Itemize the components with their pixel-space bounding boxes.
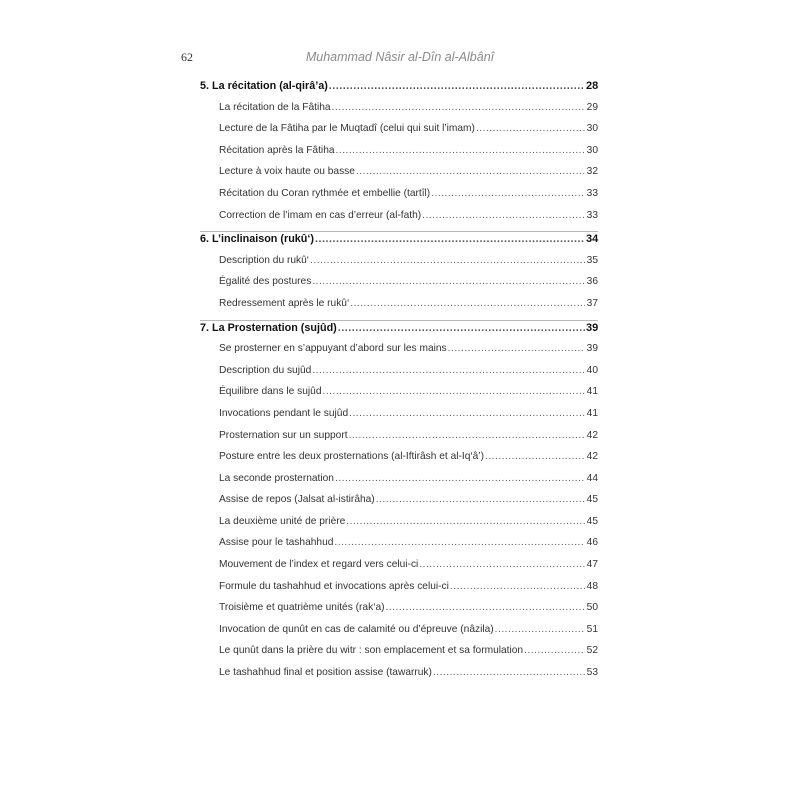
toc-entry — [200, 343, 598, 365]
toc-entry-label: La seconde prosternation — [219, 472, 334, 484]
toc-entry — [200, 624, 598, 646]
toc-entry-label: Troisième et quatrième unités (rak‘a) — [219, 602, 385, 614]
toc-entry-page: 53 — [586, 667, 598, 679]
toc-entry-label: 5. La récitation (al-qirâ’a) — [200, 80, 328, 92]
toc-entry-page: 39 — [586, 343, 598, 355]
toc-entry-page: 52 — [586, 645, 598, 657]
toc-entry-label: Description du sujûd — [219, 364, 312, 376]
dot-leader — [336, 145, 585, 156]
toc-entry — [200, 645, 598, 667]
toc-entry-label: Le tashahhud final et position assise (tawarruk) — [219, 667, 432, 679]
dot-leader — [386, 602, 585, 613]
dot-leader — [335, 473, 585, 484]
toc-entry-label: Redressement après le rukû‘ — [219, 297, 350, 309]
dot-leader — [419, 559, 585, 570]
dot-leader — [349, 430, 585, 441]
toc-entry-page: 35 — [586, 254, 598, 266]
toc-section-entry — [200, 80, 598, 102]
dot-leader — [422, 210, 585, 221]
toc-entry-page: 45 — [586, 515, 598, 527]
toc-section-entry — [200, 233, 598, 255]
toc-entry — [200, 581, 598, 603]
dot-leader — [315, 233, 585, 245]
section-divider — [200, 231, 598, 232]
toc-entry-label: Se prosterner en s’appuyant d’abord sur les mains — [219, 343, 447, 355]
toc-entry-label: Formule du tashahhud et invocations après celui-ci — [219, 580, 449, 592]
toc-entry-page: 39 — [586, 321, 599, 334]
toc-entry-page: 47 — [586, 559, 598, 571]
toc-entry — [200, 494, 598, 516]
toc-entry — [200, 188, 598, 210]
toc-entry — [200, 365, 598, 387]
toc-entry-page: 28 — [586, 80, 599, 92]
dot-leader — [356, 166, 585, 177]
toc-section-entry — [200, 322, 598, 344]
dot-leader — [524, 645, 585, 656]
toc-entry — [200, 408, 598, 430]
toc-entry-page: 33 — [586, 209, 598, 221]
toc-entry-label: Assise de repos (Jalsat al-istirâha) — [219, 494, 375, 506]
toc-entry-label: Lecture de la Fâtiha par le Muqtadî (celui qui suit l’imam) — [219, 123, 475, 135]
toc-entry-page: 42 — [586, 429, 598, 441]
toc-entry — [200, 276, 598, 298]
toc-entry — [200, 667, 598, 689]
toc-entry-page: 32 — [586, 166, 598, 178]
dot-leader — [350, 298, 585, 309]
dot-leader — [431, 188, 585, 199]
toc-entry-page: 37 — [586, 297, 598, 309]
toc-entry — [200, 255, 598, 277]
toc-entry-label: Mouvement de l’index et regard vers celui-ci — [219, 559, 419, 571]
toc-entry-label: Le qunût dans la prière du witr : son emplacement et sa formulation — [219, 645, 524, 657]
dot-leader — [450, 581, 585, 592]
dot-leader — [310, 255, 585, 266]
toc-entry — [200, 602, 598, 624]
section-divider — [200, 320, 598, 321]
toc-entry-page: 42 — [586, 451, 598, 463]
toc-entry-page: 45 — [586, 494, 598, 506]
toc-entry-label: Prosternation sur un support — [219, 429, 348, 441]
toc-entry-label: Lecture à voix haute ou basse — [219, 166, 355, 178]
toc-entry-page: 30 — [586, 123, 598, 135]
dot-leader — [323, 386, 585, 397]
toc-entry-page: 51 — [586, 623, 598, 635]
toc-entry-label: La deuxième unité de prière — [219, 515, 346, 527]
toc-entry-page: 50 — [586, 602, 598, 614]
toc-entry-label: Récitation après la Fâtiha — [219, 144, 335, 156]
dot-leader — [495, 624, 585, 635]
toc-entry-label: Équilibre dans le sujûd — [219, 386, 322, 398]
dot-leader — [476, 123, 585, 134]
toc-entry-page: 34 — [586, 233, 599, 246]
toc-entry-label: Égalité des postures — [219, 276, 312, 288]
toc-entry-label: Description du rukû‘ — [219, 254, 310, 266]
toc-entry-page: 41 — [586, 386, 598, 398]
toc-entry — [200, 102, 598, 124]
dot-leader — [376, 494, 585, 505]
dot-leader — [433, 667, 585, 678]
toc-entry-page: 46 — [586, 537, 598, 549]
dot-leader — [329, 80, 585, 92]
toc-entry-label: La récitation de la Fâtiha — [219, 101, 331, 113]
toc-entry — [200, 473, 598, 495]
toc-entry — [200, 451, 598, 473]
toc-entry — [200, 298, 598, 320]
dot-leader — [312, 276, 585, 287]
toc-entry-label: Invocation de qunût en cas de calamité ou d’épreuve (nâzila) — [219, 623, 494, 635]
toc-entry — [200, 145, 598, 167]
table-of-contents — [200, 80, 598, 689]
toc-entry-page: 40 — [586, 364, 598, 376]
toc-entry — [200, 516, 598, 538]
toc-entry-label: Posture entre les deux prosternations (al-Iftirâsh et al-Iq‘â’) — [219, 451, 484, 463]
toc-entry-label: 7. La Prosternation (sujûd) — [200, 321, 337, 334]
dot-leader — [312, 365, 585, 376]
toc-entry — [200, 559, 598, 581]
page-header — [0, 50, 800, 68]
toc-entry-page: 29 — [586, 101, 598, 113]
dot-leader — [349, 408, 585, 419]
toc-entry-label: 6. L’inclinaison (rukû‘) — [200, 233, 314, 246]
toc-entry — [200, 123, 598, 145]
dot-leader — [448, 343, 585, 354]
dot-leader — [334, 537, 585, 548]
toc-entry-label: Récitation du Coran rythmée et embellie (tartîl) — [219, 187, 431, 199]
toc-entry-page: 33 — [586, 187, 598, 199]
dot-leader — [338, 322, 585, 334]
toc-entry-page: 30 — [586, 144, 598, 156]
toc-entry-label: Correction de l’imam en cas d’erreur (al-fath) — [219, 209, 422, 221]
running-title: Muhammad Nâsir al-Dîn al-Albânî — [305, 50, 495, 64]
toc-entry-label: Invocations pendant le sujûd — [219, 407, 349, 419]
toc-entry-page: 48 — [586, 580, 598, 592]
toc-entry — [200, 210, 598, 232]
dot-leader — [485, 451, 585, 462]
toc-entry-page: 41 — [586, 407, 598, 419]
dot-leader — [346, 516, 585, 527]
toc-entry — [200, 386, 598, 408]
toc-entry-label: Assise pour le tashahhud — [219, 537, 334, 549]
toc-entry — [200, 166, 598, 188]
toc-entry-page: 44 — [586, 472, 598, 484]
page-number: 62 — [181, 50, 193, 64]
toc-entry — [200, 537, 598, 559]
toc-entry-page: 36 — [586, 276, 598, 288]
toc-entry — [200, 430, 598, 452]
dot-leader — [332, 102, 585, 113]
